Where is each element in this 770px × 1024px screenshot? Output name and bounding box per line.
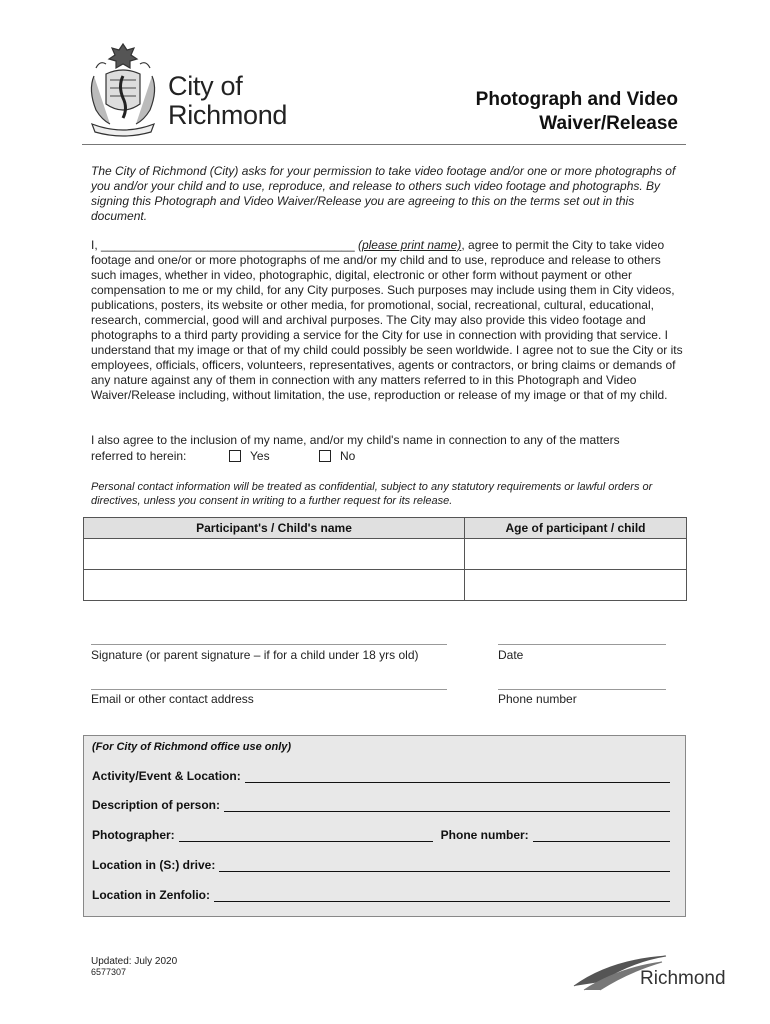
description-field-row [92,798,670,812]
no-option[interactable] [319,448,355,464]
updated-date: Updated: July 2020 [91,956,178,967]
footer-logo-text: Richmond [640,968,726,989]
privacy-notice: Personal contact information will be treated as confidential, subject to any statutory requirements or lawful orders or directives, unless you consent in writing to a further request for its release. [91,481,653,507]
participant-name-header: Participant's / Child's name [84,518,465,539]
table-header-row [84,518,687,539]
location-zenfolio-label: Location in Zenfolio: [92,888,210,902]
photographer-field[interactable] [179,829,433,842]
participant-age-cell[interactable] [465,570,687,601]
participant-age-header: Age of participant / child [465,518,687,539]
print-name-field[interactable]: ______________________________________ [101,238,355,252]
title-line-1: Photograph and Video [475,89,678,110]
description-label: Description of person: [92,798,221,812]
name-inclusion-section [91,432,683,464]
location-zenfolio-field[interactable] [214,889,670,902]
description-field[interactable] [224,799,670,812]
activity-field-row [92,769,670,783]
header-divider [82,144,686,145]
signature-label: Signature (or parent signature – if for a child under 18 yrs old) [91,648,419,662]
office-use-box [83,735,686,917]
date-line[interactable] [498,644,666,645]
office-phone-field[interactable] [533,829,670,842]
no-checkbox[interactable] [319,450,331,462]
photographer-label: Photographer: [92,828,175,842]
office-phone-label: Phone number: [440,828,529,842]
table-row [84,539,687,570]
city-crest-logo [86,40,160,138]
consent-body: , agree to permit the City to take video footage and one/or or more photographs of me and/or my child and to use, reproduce and release to others such images, whether in video, photographic, digital, electronic or other form without payment or other compensation to me or my child, for any City purposes. Such purposes may include using them in City videos, publications, posters, its website or other media, for promotional, social, recreational, cultural, educational, research, commercial, good will and archival purposes. The City may also provide this video footage and photographs to a third party providing a service for the City for use in connection with providing that service. I understand that my image or that of my child could possibly be seen worldwide. I agree not to sue the City or its employees, officials, officers, volunteers, representatives, agents or contractors, or bring claims or demands of any nature against any of them in connection with any matters referred to in this Photograph and Video Waiver/Release including, without limitation, the use, reproduction or release of my image or that of my child. [91,238,683,402]
participant-age-cell[interactable] [465,539,687,570]
phone-label: Phone number [498,692,577,706]
document-number: 6577307 [91,967,127,977]
location-s-label: Location in (S:) drive: [92,858,216,872]
yes-checkbox[interactable] [229,450,241,462]
richmond-footer-logo [570,950,730,998]
email-line[interactable] [91,689,447,690]
participant-name-cell[interactable] [84,539,465,570]
print-name-hint: (please print name) [357,238,462,252]
email-label: Email or other contact address [91,692,254,706]
logo-line-1: City of [168,71,243,101]
signature-line[interactable] [91,644,447,645]
yes-label: Yes [250,449,270,463]
city-logo-wordmark [168,72,287,130]
inclusion-text-2: referred to herein: [91,449,187,463]
photographer-field-row [92,828,670,842]
no-label: No [340,449,356,463]
office-use-header: (For City of Richmond office use only) [92,741,292,753]
location-s-field[interactable] [219,859,670,872]
inclusion-text: I also agree to the inclusion of my name, and/or my child's name in connection to any of the matters [91,433,620,447]
participant-table [83,517,687,601]
form-title [476,88,678,136]
intro-paragraph: The City of Richmond (City) asks for your permission to take video footage and/or one or more photographs of you and/or your child and to use, reproduce, and release to others such video footage and photographs. By signing this Photograph and Video Waiver/Release you are agreeing to this on the terms set out in this document. [91,164,676,223]
location-s-field-row [92,858,670,872]
phone-line[interactable] [498,689,666,690]
consent-prefix: I, [91,238,102,252]
footer-info [91,956,177,978]
participant-name-cell[interactable] [84,570,465,601]
logo-line-2: Richmond [168,100,288,130]
table-row [84,570,687,601]
yes-option[interactable] [229,448,319,464]
activity-field[interactable] [245,770,670,783]
title-line-2: Waiver/Release [539,113,678,134]
activity-label: Activity/Event & Location: [92,769,241,783]
inclusion-options [91,448,683,464]
location-zenfolio-field-row [92,888,670,902]
date-label: Date [498,648,524,662]
consent-paragraph [91,238,683,403]
